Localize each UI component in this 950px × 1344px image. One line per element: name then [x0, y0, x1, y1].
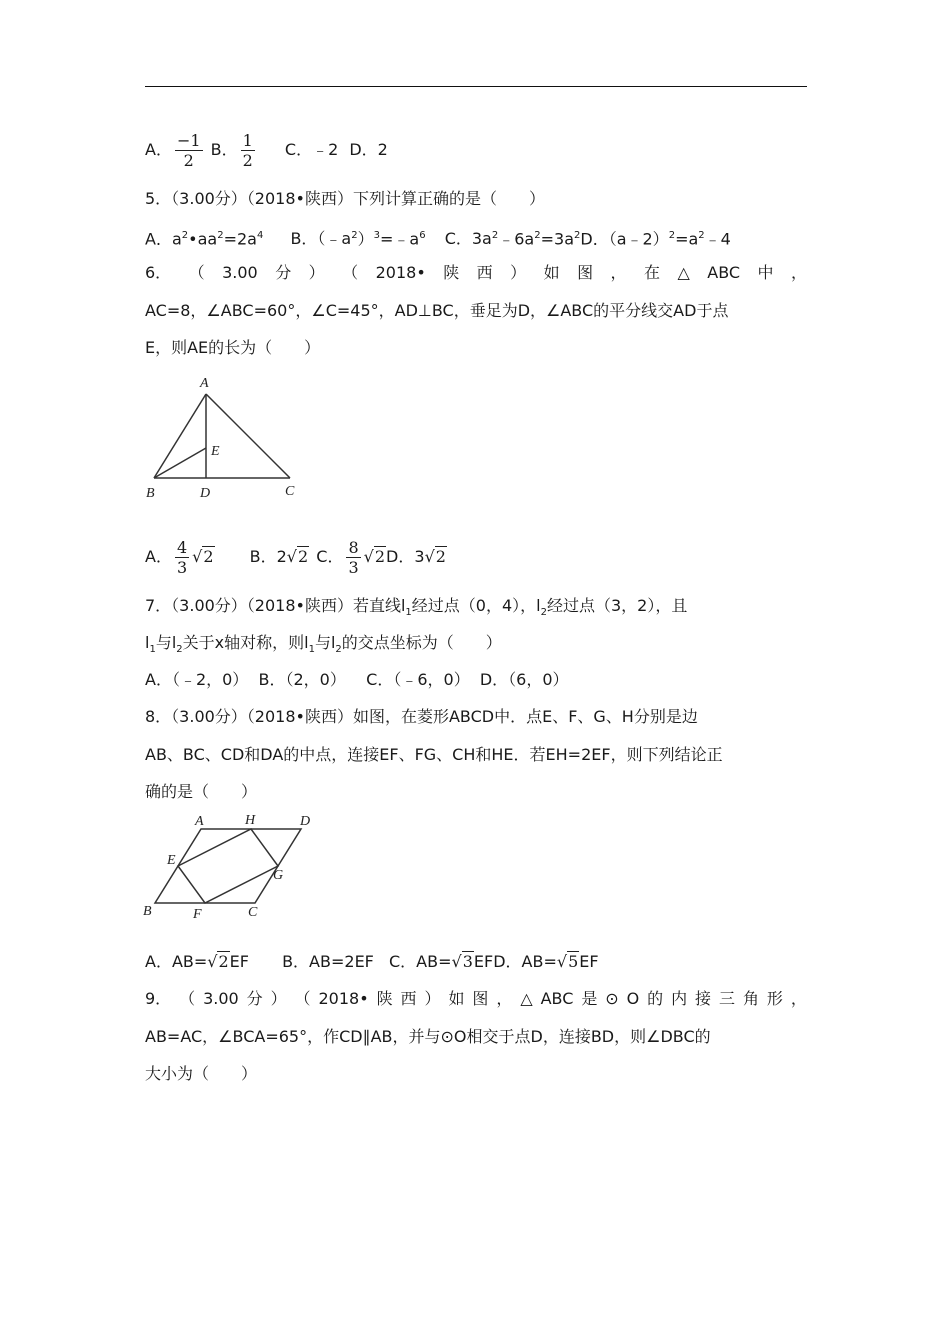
q6-line-2: AC=8，∠ABC=60°，∠C=45°，AD⊥BC，垂足为D，∠ABC的平分线交AD于点	[145, 301, 729, 320]
q5-stem: 5．（3.00分）（2018•陕西）下列计算正确的是（ ）	[145, 189, 545, 208]
q8-label-F: F	[193, 907, 202, 922]
q8-options: A．AB=√2EF B．AB=2EF C．AB=√3EFD．AB=√5EF	[145, 952, 599, 971]
q7-line-1: 7．（3.00分）（2018•陕西）若直线$l_1$经过点（0，4），$l_2$经过点（3，2），且	[145, 596, 688, 619]
header-rule	[145, 86, 807, 87]
q8-line-1: 8．（3.00分）（2018•陕西）如图，在菱形ABCD中．点E、F、G、H分别是边	[145, 707, 698, 726]
q6-label-C: C	[285, 484, 295, 499]
q4-option-a-fraction: $\frac{-1}{2}$	[176, 131, 201, 170]
q9-line-3: 大小为（ ）	[145, 1064, 258, 1083]
q6-options: A． $\frac{4}{3}$ √2 B．2√2 C． $\frac{8}{3}$ √2D．3√2	[145, 538, 446, 577]
q6-triangle-figure	[140, 370, 310, 505]
q8-label-H: H	[245, 813, 256, 828]
q8-line-3: 确的是（ ）	[145, 782, 258, 801]
q9-line-1: 9． （ 3.00 分 ） （ 2018• 陕 西 ） 如 图 ， △ ABC 是 ⊙ O 的 内 接 三 角 形 ，	[145, 989, 807, 1008]
q6-label-D: D	[200, 486, 211, 501]
q4-option-b-label: B．	[210, 140, 238, 159]
q6-label-B: B	[146, 486, 155, 501]
q4-option-c: C．﹣2	[284, 140, 339, 159]
q4-option-b-fraction: $\frac{1}{2}$	[242, 131, 253, 170]
q5-options: A．$a^2•aa^2=2a^4$ B．$(﹣a^2)^3=﹣a^6$ C．$3a^2﹣6a^2=3a^2D$．$(a﹣2)^2=a^2﹣4$	[145, 229, 731, 249]
q8-line-2: AB、BC、CD和DA的中点，连接EF、FG、CH和HE．若EH=2EF，则下列结论正	[145, 745, 723, 764]
q7-line-2: $l_1$与$l_2$关于x轴对称，则$l_1$与$l_2$的交点坐标为（ ）	[145, 633, 502, 656]
q8-label-G: G	[273, 868, 284, 883]
q4-option-a-label: A．	[145, 140, 172, 159]
q8-label-C: C	[248, 905, 258, 920]
q8-label-D: D	[300, 814, 311, 829]
q8-label-B: B	[143, 904, 152, 919]
q8-rhombus-figure	[140, 808, 320, 923]
q4-options	[145, 130, 388, 170]
q6-line-1: 6． （ 3.00 分 ） （ 2018• 陕 西 ） 如 图 ， 在 △ ABC 中 ，	[145, 263, 807, 282]
q8-label-E: E	[167, 853, 176, 868]
q6-label-A: A	[200, 376, 209, 391]
q6-label-E: E	[211, 444, 220, 459]
q9-line-2: AB=AC，∠BCA=65°，作CD∥AB，并与⊙O相交于点D，连接BD，则∠DBC的	[145, 1027, 711, 1046]
q7-options: A．（﹣2，0） B．（2，0） C．（﹣6，0） D．（6，0）	[145, 670, 569, 689]
q4-option-d: D．2	[349, 140, 388, 159]
q8-label-A: A	[195, 814, 204, 829]
q6-line-3: E，则AE的长为（ ）	[145, 338, 321, 357]
